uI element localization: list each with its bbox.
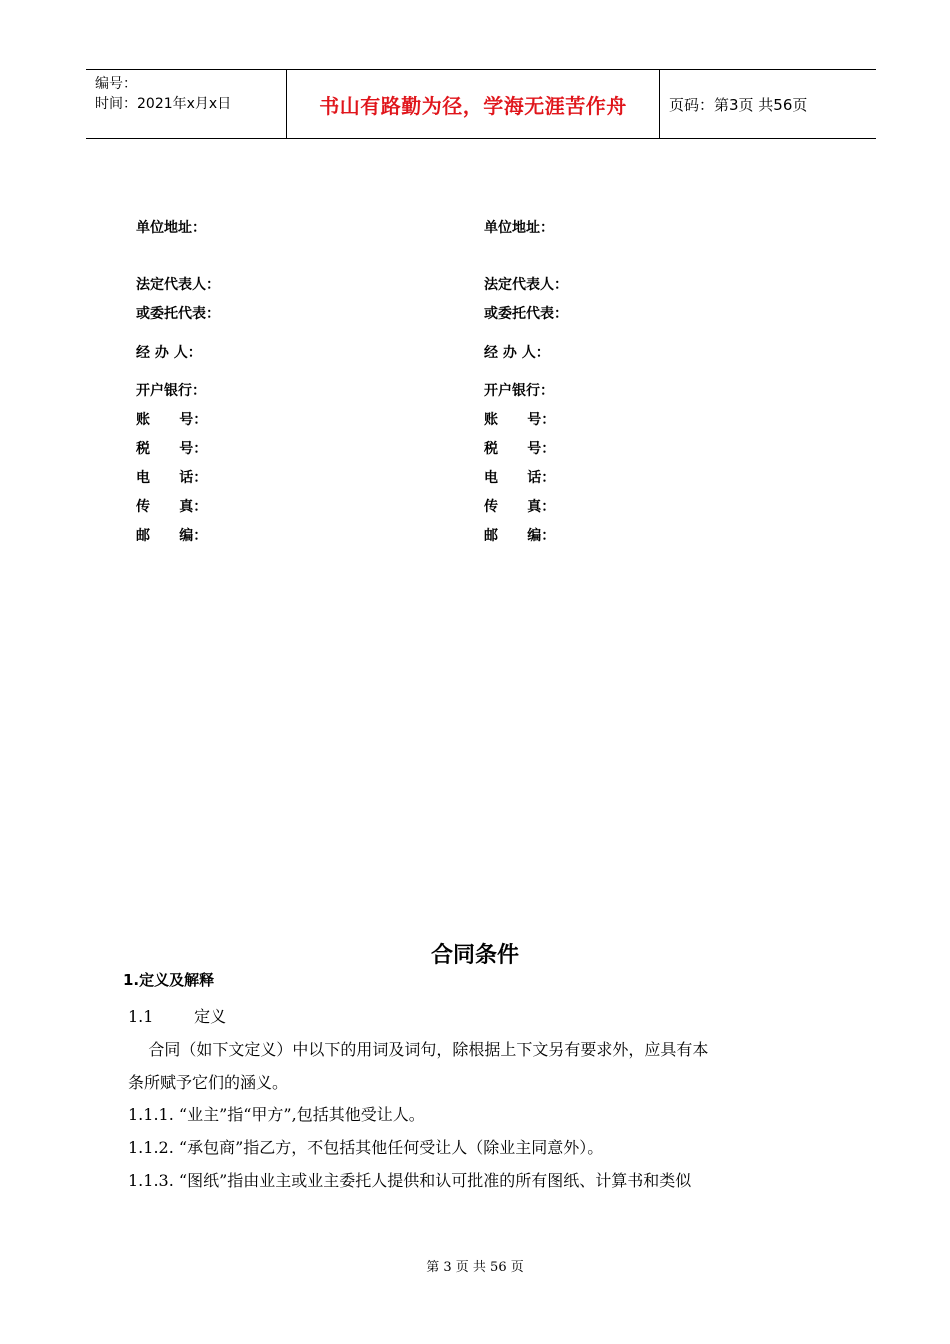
party-right-fax: 传 真： bbox=[484, 499, 556, 515]
header-page-info: 页码：第3页 共56页 bbox=[669, 95, 808, 114]
party-left-bank: 开户银行： bbox=[136, 383, 206, 399]
header-info-cell bbox=[86, 70, 287, 138]
party-left-address: 单位地址： bbox=[136, 220, 206, 236]
document-number-label: 编号： bbox=[95, 76, 137, 92]
party-left-delegate: 或委托代表： bbox=[136, 306, 220, 322]
party-right-postcode: 邮 编： bbox=[484, 528, 556, 544]
intro-paragraph-line-1: 合同（如下文定义）中以下的用词及词句，除根据上下文另有要求外，应具有本 bbox=[128, 1040, 709, 1059]
clause-1-1-2: 1.1.2. “承包商”指乙方，不包括其他任何受让人（除业主同意外）。 bbox=[128, 1138, 604, 1157]
party-left-fax: 传 真： bbox=[136, 499, 208, 515]
party-right-address: 单位地址： bbox=[484, 220, 554, 236]
header-page-cell bbox=[660, 70, 876, 138]
party-right-phone: 电 话： bbox=[484, 470, 556, 486]
party-left-account: 账 号： bbox=[136, 412, 208, 428]
intro-paragraph-line-2: 条所赋予它们的涵义。 bbox=[128, 1073, 289, 1092]
party-left-handler: 经 办 人： bbox=[136, 345, 202, 361]
party-right-delegate: 或委托代表： bbox=[484, 306, 568, 322]
header-motto-cell bbox=[287, 70, 660, 138]
party-left-tax: 税 号： bbox=[136, 441, 208, 457]
clause-1-1-3: 1.1.3. “图纸”指由业主或业主委托人提供和认可批准的所有图纸、计算书和类似 bbox=[128, 1171, 692, 1190]
party-left-legal-rep: 法定代表人： bbox=[136, 277, 220, 293]
party-right-account: 账 号： bbox=[484, 412, 556, 428]
contract-title: 合同条件 bbox=[430, 943, 519, 968]
party-right-tax: 税 号： bbox=[484, 441, 556, 457]
party-left-postcode: 邮 编： bbox=[136, 528, 208, 544]
clause-1-1-1: 1.1.1. “业主”指“甲方”,包括其他受让人。 bbox=[128, 1105, 425, 1124]
header-motto: 书山有路勤为径，学海无涯苦作舟 bbox=[319, 93, 627, 118]
party-left-phone: 电 话： bbox=[136, 470, 208, 486]
document-time-label: 时间：2021年x月x日 bbox=[95, 96, 232, 112]
clause-1-1: 1.1 定义 bbox=[128, 1007, 227, 1026]
section-heading: 1.定义及解释 bbox=[123, 971, 215, 989]
party-right-handler: 经 办 人： bbox=[484, 345, 550, 361]
party-right-legal-rep: 法定代表人： bbox=[484, 277, 568, 293]
page-footer: 第 3 页 共 56 页 bbox=[426, 1260, 524, 1275]
page-header bbox=[86, 69, 876, 139]
party-right-bank: 开户银行： bbox=[484, 383, 554, 399]
